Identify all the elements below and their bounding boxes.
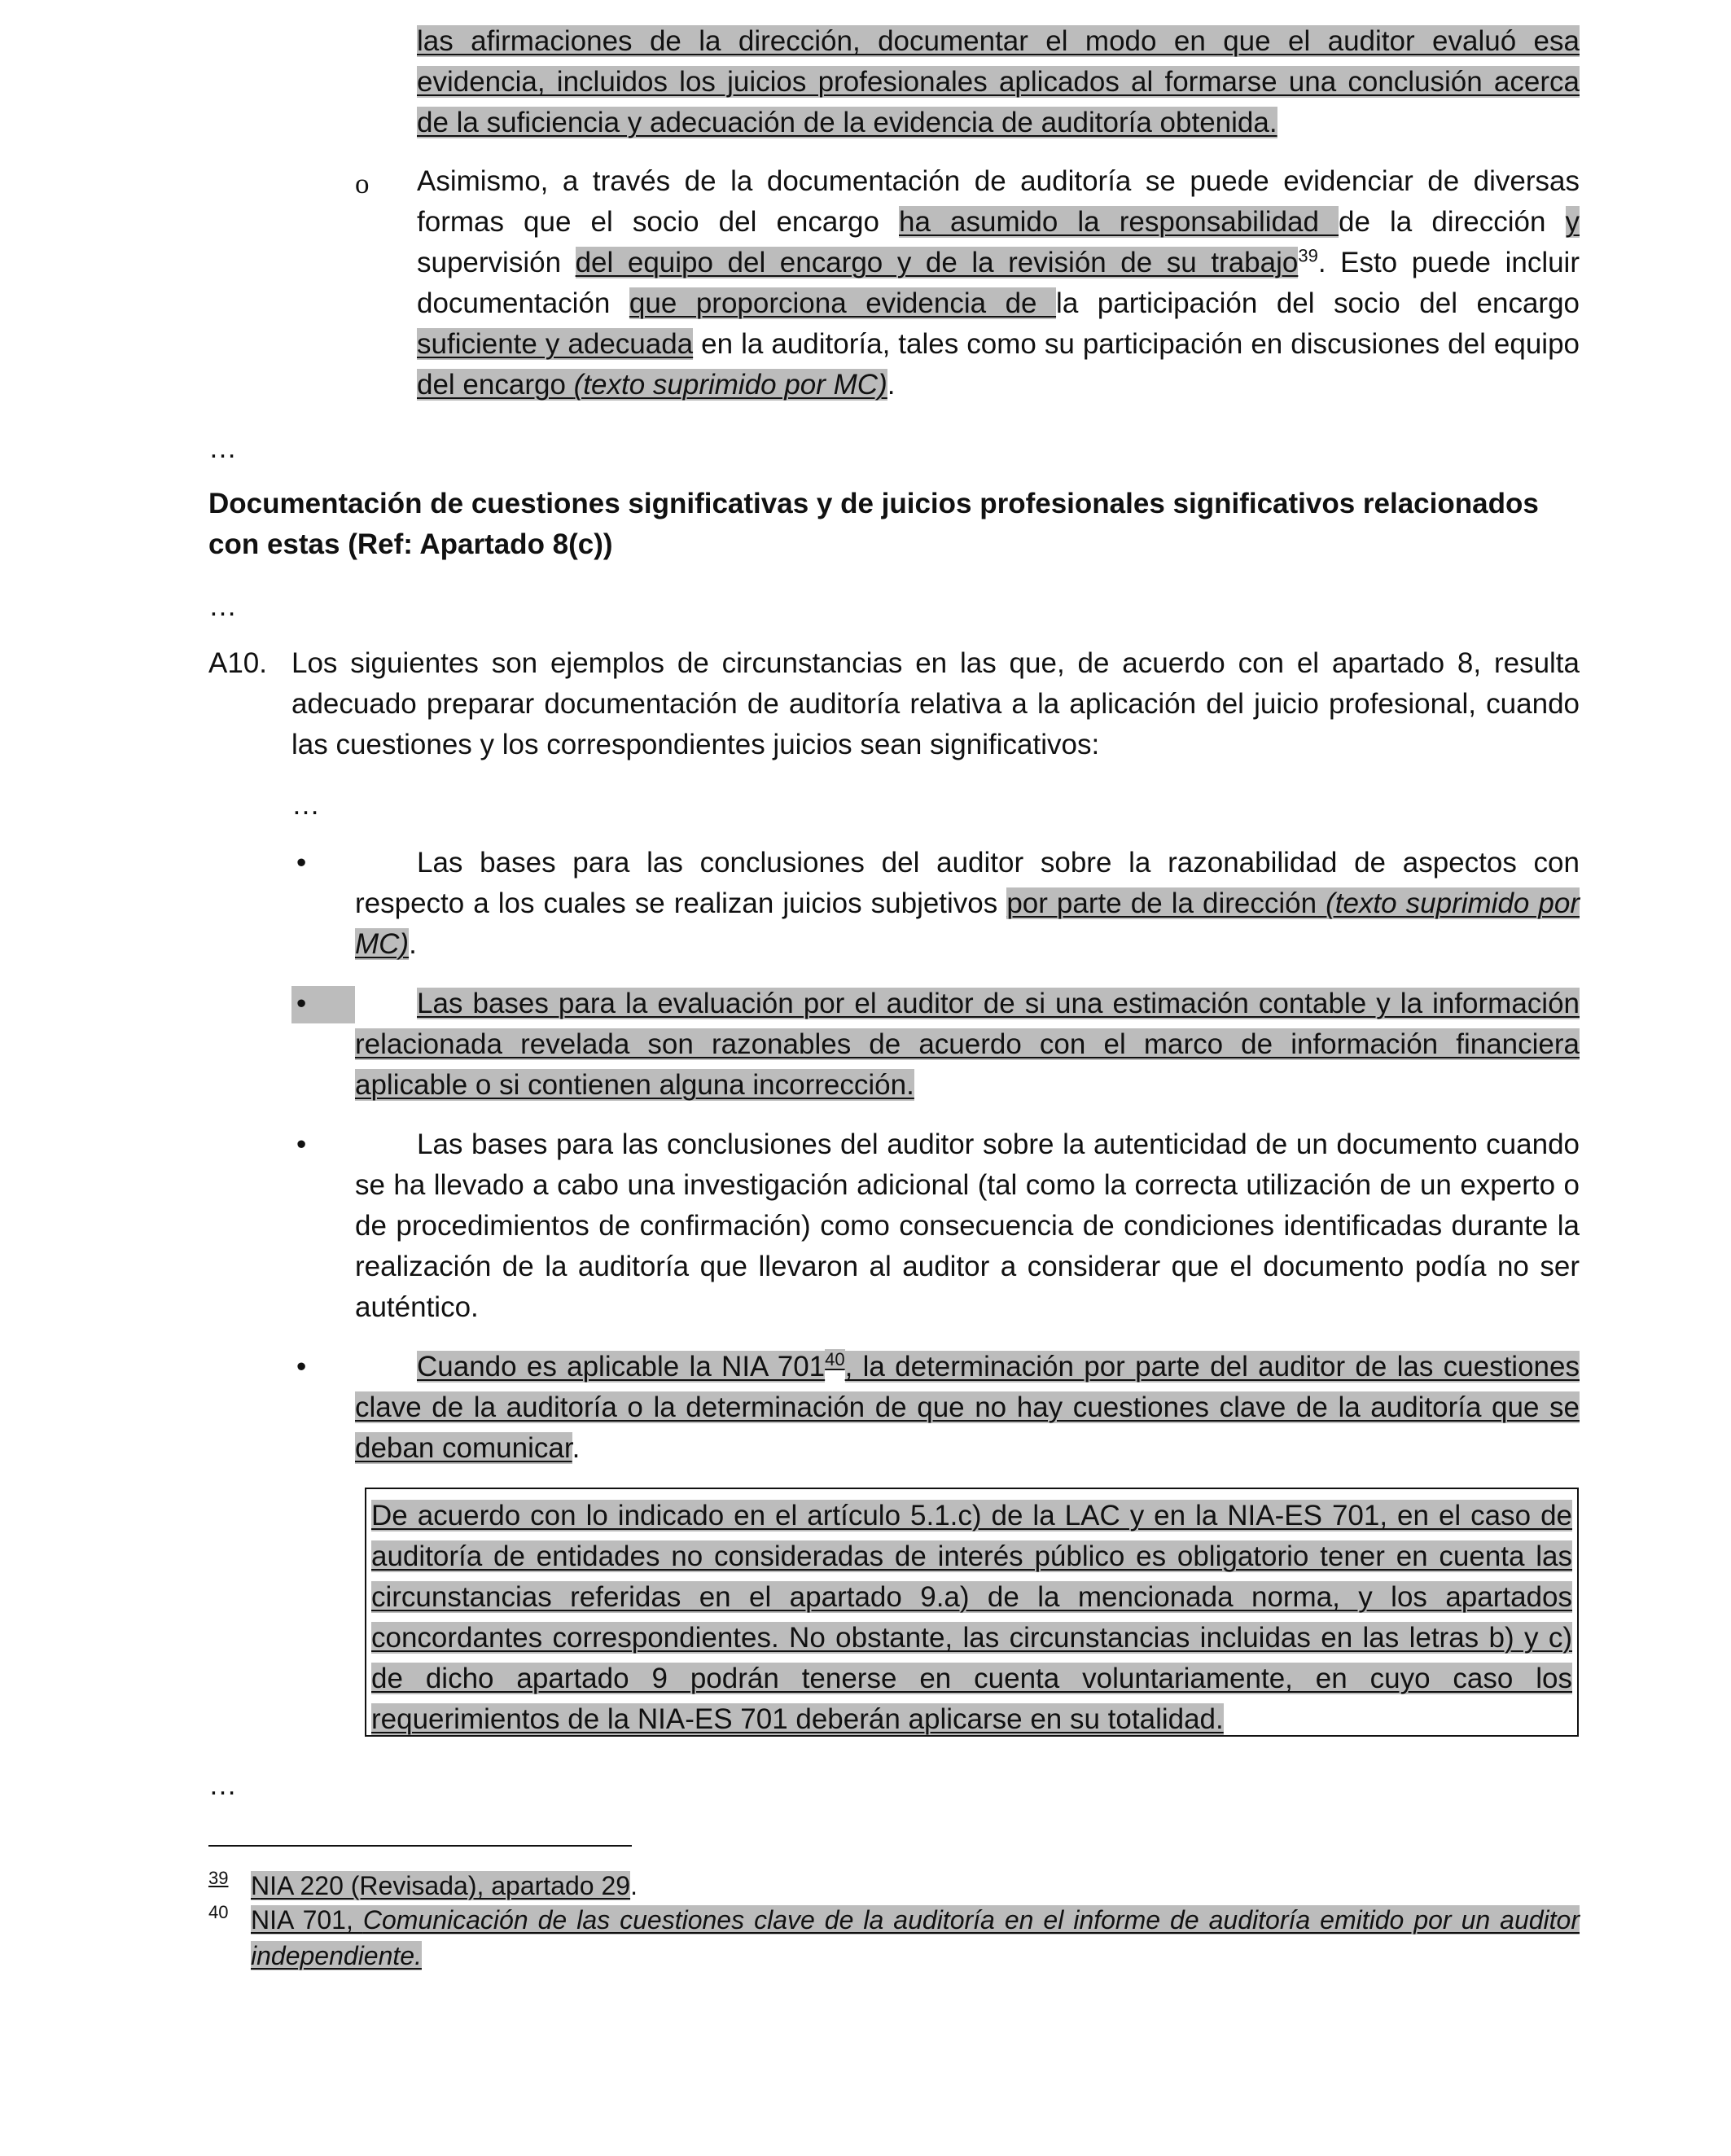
paragraph-label-a10: A10. (208, 647, 267, 679)
bullet-dot: • (296, 1128, 307, 1160)
bullet-item-document-authenticity: Las bases para las conclusiones del auditor sobre la autenticidad de un documento cuando se ha llevado a cabo una investigación adicional (tal como la correcta utilización de un experto o de procedimientos de confirmación) como consecuencia de condiciones identificadas durante la realización de la auditoría que llevaron al auditor a considerar que el documento podía no ser auténtico. (355, 1128, 1580, 1323)
paragraph-a10: Los siguientes son ejemplos de circunstancias en las que, de acuerdo con el apartado 8, resulta adecuado preparar documentación de auditoría relativa a la aplicación del juicio profesional, cuando las cuestiones y los correspondientes juicios sean significativos: (291, 647, 1580, 760)
footnote-number-39: 39 (208, 1868, 229, 1888)
bullet-dot: • (296, 847, 307, 879)
sub-bullet-marker: o (355, 168, 370, 199)
bullet-dot: • (296, 1351, 307, 1383)
footnote-ref-39[interactable]: 39 (1298, 245, 1318, 266)
footnote-number-40: 40 (208, 1902, 229, 1922)
ellipsis: … (291, 789, 320, 821)
ellipsis: … (208, 590, 237, 622)
footnote-ref-40[interactable]: 40 (825, 1349, 845, 1370)
bullet-item-key-audit-matters: Cuando es aplicable la NIA $701^{40}$, la determinación por parte del auditor de las cuestiones clave de la auditoría o la determinación de que no hay cuestiones clave de la auditoría que se deban comunicar. (355, 1349, 1580, 1464)
footnote-39: NIA 220 (Revisada), apartado 29. (251, 1871, 638, 1900)
bullet-item-subjective-judgements: Las bases para las conclusiones del auditor sobre la razonabilidad de aspectos con respecto a los cuales se realizan juicios subjetivos por parte de la dirección (texto suprimido por MC). (355, 847, 1580, 960)
boxed-note-text: De acuerdo con lo indicado en el artículo 5.1.c) de la LAC y en la NIA-ES 701, en el caso de auditoría de entidades no consideradas de interés público es obligatorio tener en cuenta las circunstancias referidas en el apartado 9.a) de la mencionada norma, y los apartados concordantes correspondientes. No obstante, las circunstancias incluidas en las letras b) y c) de dicho apartado 9 podrán tenerse en cuenta voluntariamente, en cuyo caso los requerimientos de la NIA-ES 701 deberán aplicarse en su totalidad. (371, 1500, 1572, 1735)
boxed-note (365, 1488, 1579, 1737)
ellipsis: … (208, 432, 237, 464)
bullet-item-accounting-estimate: Las bases para la evaluación por el auditor de si una estimación contable y la información relacionada revelada son razonables de acuerdo con el marco de información financiera aplicable o si contienen alguna incorrección. (355, 988, 1580, 1101)
footnote-40: NIA 701, Comunicación de las cuestiones clave de la auditoría en el informe de auditoría emitido por un auditor independiente. (251, 1905, 1580, 1970)
section-heading: Documentación de cuestiones significativas y de juicios profesionales significativos relacionados con estas (Ref: Apartado 8(c)) (208, 488, 1539, 560)
paragraph-partner-responsibility: Asimismo, a través de la documentación de auditoría se puede evidenciar de diversas formas que el socio del encargo ha asumido la responsabilidad de la dirección y supervisión del equipo del encargo y de la revisión de su trabajo$^{39}$. Esto puede incluir documentación que proporciona evidencia de la participación del socio del encargo suficiente y adecuada en la auditoría, tales como su participación en discusiones del equipo del encargo (texto suprimido por MC). (417, 165, 1580, 401)
ellipsis: … (208, 1769, 237, 1801)
highlighted-text: las afirmaciones de la dirección, documentar el modo en que el auditor evaluó esa evidencia, incluidos los juicios profesionales aplicados al formarse una conclusión acerca de la suficiencia y adecuación de la evidencia de auditoría obtenida. (417, 25, 1580, 138)
paragraph-continuation (417, 21, 1580, 143)
bullet-dot: • (296, 988, 307, 1019)
footnote-separator (208, 1845, 632, 1847)
